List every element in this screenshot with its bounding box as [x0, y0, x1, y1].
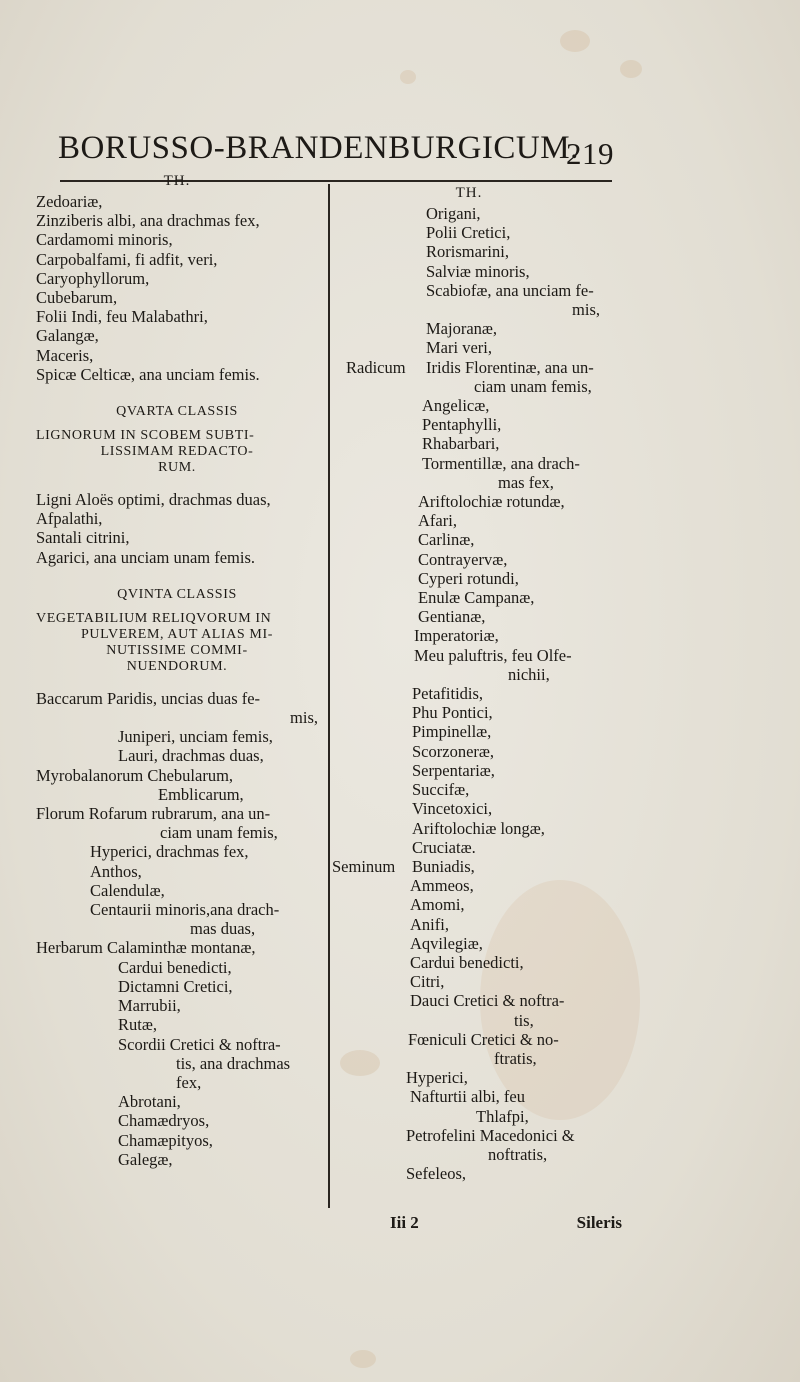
section-subtitle: LIGNORUM IN SCOBEM SUBTI- — [36, 428, 255, 444]
section-subtitle: NUENDORUM. — [126, 658, 228, 674]
text-line: Centaurii minoris,ana drach- — [90, 900, 280, 920]
text-line-content: Iridis Florentinæ, ana un- — [426, 357, 594, 377]
section-subtitle: NUTISSIME COMMI- — [106, 642, 248, 658]
text-line: Enulæ Campanæ, — [418, 588, 535, 608]
paper-stain — [350, 1350, 376, 1368]
signature-mark: Iii 2 — [390, 1213, 419, 1232]
text-line: Cyperi rotundi, — [418, 568, 519, 588]
running-title-text: BORUSSO-BRANDENBURGICUM. — [58, 130, 579, 166]
catchword: Sileris — [576, 1213, 622, 1232]
text-line: Galegæ, — [118, 1149, 173, 1169]
text-line: Calendulæ, — [90, 880, 165, 900]
section-subtitle: PULVEREM, AUT ALIAS MI- — [81, 626, 273, 642]
text-line: Aqvilegiæ, — [410, 933, 483, 953]
text-line: noftratis, — [488, 1144, 548, 1164]
text-line: Carpobalfami, fi adfit, veri, — [36, 249, 218, 269]
page-number: 219 — [566, 136, 614, 171]
right-column — [332, 184, 600, 1184]
text-line: Chamæpityos, — [118, 1130, 213, 1150]
text-line: Majoranæ, — [426, 319, 498, 339]
text-line: Fœniculi Cretici & no- — [408, 1029, 559, 1049]
text-line — [332, 856, 600, 876]
section-subtitle: VEGETABILIUM RELIQVORUM IN — [36, 610, 272, 626]
text-line: Zinziberis albi, ana drachmas fex, — [36, 211, 260, 231]
text-line: Maceris, — [36, 345, 94, 365]
text-line: mis, — [290, 708, 318, 728]
text-line: Cubebarum, — [36, 288, 118, 308]
text-line: Anthos, — [90, 861, 142, 881]
paper-stain — [620, 60, 642, 78]
text-line: nichii, — [508, 664, 550, 684]
text-line: Citri, — [410, 972, 445, 992]
text-line: Herbarum Calaminthæ montanæ, — [36, 938, 256, 958]
text-line: mas fex, — [498, 472, 554, 492]
text-line: Cardui benedicti, — [410, 952, 524, 972]
section-subtitle: RUM. — [158, 460, 196, 476]
text-line: Cardui benedicti, — [118, 957, 232, 977]
text-line: Pimpinellæ, — [412, 722, 492, 742]
text-line: Dauci Cretici & noftra- — [410, 991, 565, 1011]
text-line: Scorzoneræ, — [412, 741, 495, 761]
text-line: Ammeos, — [410, 876, 474, 896]
text-line: Origani, — [426, 204, 481, 223]
text-line: Nafturtii albi, feu — [410, 1087, 526, 1107]
text-line: Spicæ Celticæ, ana unciam femis. — [36, 364, 260, 384]
text-line: Rutæ, — [118, 1015, 157, 1035]
text-line: Vincetoxici, — [412, 799, 493, 819]
text-line: Rorismarini, — [426, 242, 509, 262]
text-line: Sefeleos, — [406, 1164, 467, 1184]
text-line: Succifæ, — [412, 780, 470, 800]
text-line: Polii Cretici, — [426, 223, 511, 243]
text-line: Scabiofæ, ana unciam fe- — [426, 280, 594, 300]
paper-stain — [560, 30, 590, 52]
text-line: Salviæ minoris, — [426, 261, 530, 281]
section-subtitle: LISSIMAM REDACTO- — [100, 444, 254, 460]
text-line: Petrofelini Macedonici & — [406, 1125, 575, 1145]
text-line: Folii Indi, feu Malabathri, — [36, 307, 208, 327]
text-line: Phu Pontici, — [412, 703, 493, 723]
text-line: Juniperi, unciam femis, — [118, 727, 273, 747]
text-line: Dictamni Cretici, — [118, 976, 233, 996]
text-line: Rhabarbari, — [422, 434, 500, 454]
text-line: Scordii Cretici & noftra- — [118, 1034, 281, 1054]
text-line: Meu paluftris, feu Olfe- — [414, 645, 572, 665]
text-line: Chamædryos, — [118, 1111, 210, 1131]
text-line: Afari, — [418, 511, 457, 531]
text-line: fex, — [176, 1072, 202, 1092]
column-divider — [328, 184, 330, 1208]
text-line: Petafitidis, — [412, 684, 484, 704]
text-line: ftratis, — [494, 1048, 537, 1068]
text-line: Pentaphylli, — [422, 415, 502, 435]
text-line: Marrubii, — [118, 996, 181, 1016]
left-column — [36, 172, 318, 1169]
text-line-content: Buniadis, — [412, 856, 475, 876]
text-line: Ariftolochiæ longæ, — [412, 818, 545, 838]
text-line: Ligni Aloës optimi, drachmas duas, — [36, 490, 271, 510]
text-line: Florum Rofarum rubrarum, ana un- — [36, 804, 271, 824]
paper-stain — [400, 70, 416, 84]
text-line: ciam unam femis, — [160, 823, 278, 843]
text-line: Galangæ, — [36, 326, 99, 346]
text-line: Cruciatæ. — [412, 837, 476, 857]
text-line: Baccarum Paridis, uncias duas fe- — [36, 688, 261, 708]
text-line: Serpentariæ, — [412, 760, 495, 780]
text-line: Agarici, ana unciam unam femis. — [36, 547, 256, 567]
text-line: Caryophyllorum, — [36, 268, 150, 288]
text-line: Emblicarum, — [158, 784, 244, 804]
text-line: Carlinæ, — [418, 530, 475, 550]
section-title-quinta: QVINTA CLASSIS — [117, 586, 237, 602]
text-line: mas duas, — [190, 919, 256, 939]
text-line: Thlafpi, — [476, 1106, 529, 1126]
text-line: Mari veri, — [426, 338, 492, 358]
text-line: Gentianæ, — [418, 607, 486, 627]
text-line: Contrayervæ, — [418, 549, 508, 569]
text-line: tis, ana drachmas — [176, 1053, 291, 1073]
section-title-quarta: QVARTA CLASSIS — [116, 404, 238, 420]
right-column-heading: TH. — [455, 185, 483, 201]
text-line: Afpalathi, — [36, 509, 103, 529]
left-column-heading: TH. — [163, 173, 191, 189]
text-line: tis, — [514, 1010, 534, 1030]
text-line: Ariftolochiæ rotundæ, — [418, 492, 565, 512]
text-line: Abrotani, — [118, 1092, 181, 1112]
text-line: Myrobalanorum Chebularum, — [36, 765, 234, 785]
text-line: Hyperici, drachmas fex, — [90, 842, 249, 862]
seminum-label: Seminum — [332, 856, 396, 876]
text-line: mis, — [572, 300, 600, 320]
radicum-label: Radicum — [346, 357, 406, 377]
text-line: Hyperici, — [406, 1068, 468, 1088]
text-line — [338, 358, 600, 377]
text-line: Cardamomi minoris, — [36, 230, 173, 250]
text-line: Anifi, — [410, 914, 449, 934]
text-line: Imperatoriæ, — [414, 626, 499, 646]
text-line: Santali citrini, — [36, 528, 130, 548]
text-line: Angelicæ, — [422, 396, 490, 416]
text-line: ciam unam femis, — [474, 376, 592, 396]
text-line: Tormentillæ, ana drach- — [422, 453, 580, 473]
text-line: Lauri, drachmas duas, — [118, 746, 264, 766]
text-line: Amomi, — [410, 895, 465, 915]
text-line: Zedoariæ, — [36, 192, 103, 211]
page-footer — [390, 1213, 622, 1237]
